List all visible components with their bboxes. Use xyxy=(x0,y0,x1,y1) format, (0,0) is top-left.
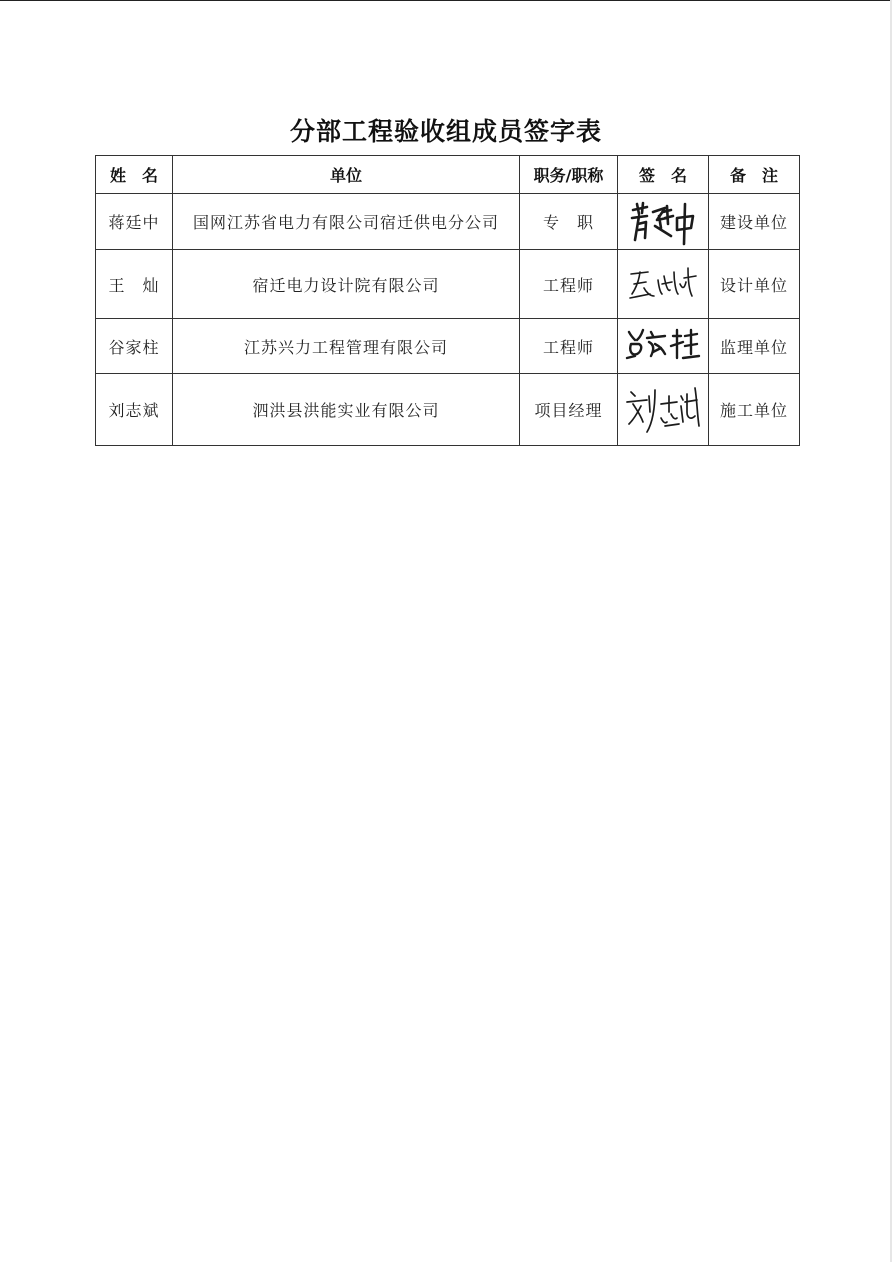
member-unit: 国网江苏省电力有限公司宿迁供电分公司 xyxy=(173,194,520,250)
signature-cell xyxy=(618,194,709,250)
table-header-row xyxy=(96,156,800,194)
member-position: 专 职 xyxy=(520,194,618,250)
member-name: 谷家柱 xyxy=(96,319,173,374)
signature-table xyxy=(95,155,800,446)
member-unit: 泗洪县洪能实业有限公司 xyxy=(173,374,520,446)
header-position: 职务/职称 xyxy=(520,156,618,194)
table-row xyxy=(96,250,800,319)
member-unit: 宿迁电力设计院有限公司 xyxy=(173,250,520,319)
member-remark: 施工单位 xyxy=(709,374,800,446)
page-title: 分部工程验收组成员签字表 xyxy=(289,117,602,146)
member-remark: 建设单位 xyxy=(709,194,800,250)
table-row xyxy=(96,374,800,446)
member-unit: 江苏兴力工程管理有限公司 xyxy=(173,319,520,374)
member-position: 工程师 xyxy=(520,319,618,374)
signature-cell xyxy=(618,374,709,446)
signature-cell xyxy=(618,319,709,374)
member-position: 项目经理 xyxy=(520,374,618,446)
handwritten-signature xyxy=(625,324,701,368)
header-name: 姓 名 xyxy=(96,156,173,194)
member-name: 蒋廷中 xyxy=(96,194,173,250)
handwritten-signature xyxy=(627,198,699,246)
member-name: 王 灿 xyxy=(96,250,173,319)
member-remark: 监理单位 xyxy=(709,319,800,374)
member-position: 工程师 xyxy=(520,250,618,319)
header-remark: 备 注 xyxy=(709,156,800,194)
member-remark: 设计单位 xyxy=(709,250,800,319)
header-unit: 单位 xyxy=(173,156,520,194)
top-border-line xyxy=(0,0,892,1)
header-signature: 签 名 xyxy=(618,156,709,194)
table-row xyxy=(96,194,800,250)
member-name: 刘志斌 xyxy=(96,374,173,446)
handwritten-signature xyxy=(625,382,701,438)
table-row xyxy=(96,319,800,374)
signature-cell xyxy=(618,250,709,319)
handwritten-signature xyxy=(626,262,700,306)
